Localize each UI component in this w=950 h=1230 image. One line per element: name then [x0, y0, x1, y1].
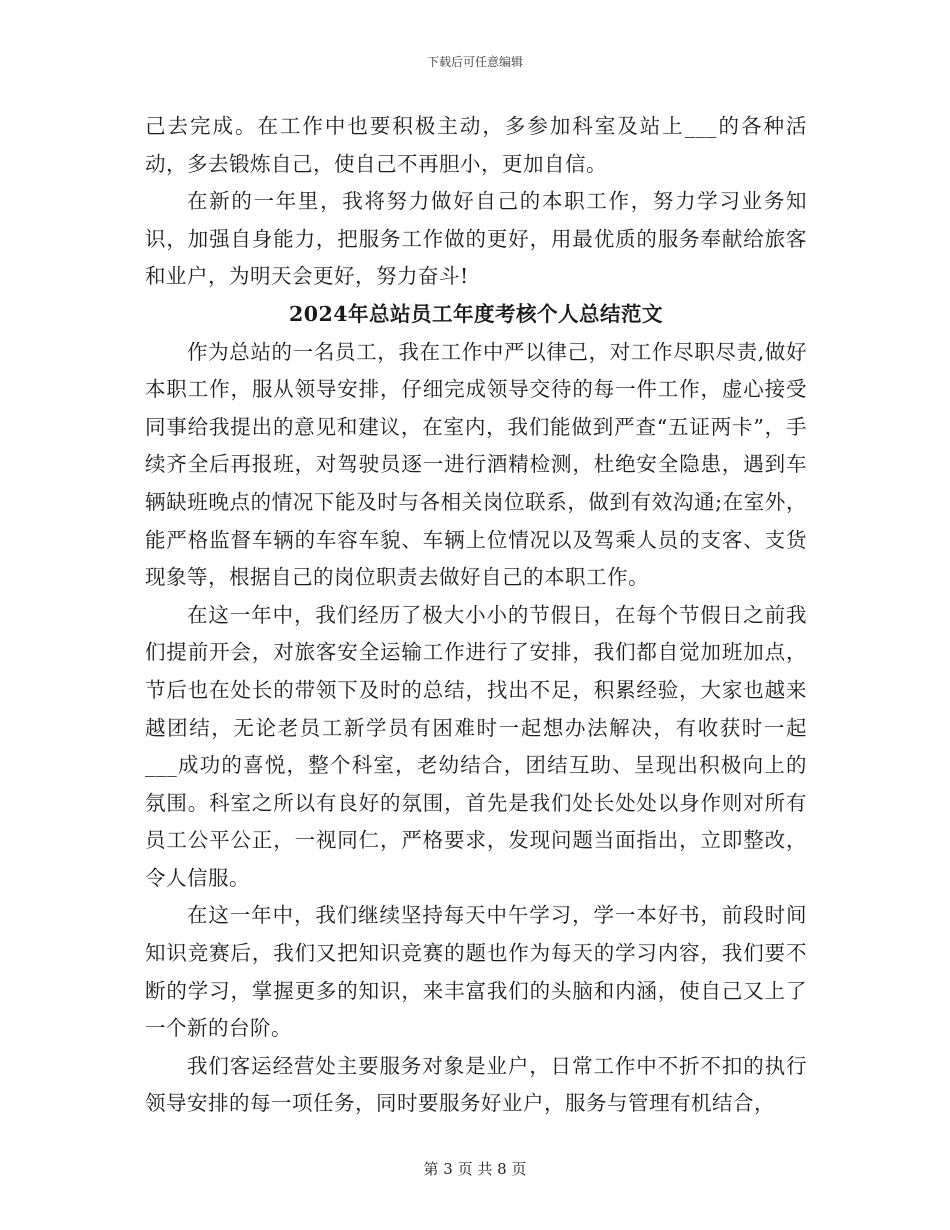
- body-paragraph-service: 我们客运经营处主要服务对象是业户，日常工作中不折不扣的执行领导安排的每一项任务，同时要服务好业户，服务与管理有机结合，: [145, 1053, 807, 1116]
- intro-paragraph-new-year: 在新的一年里，我将努力做好自己的本职工作，努力学习业务知识，加强自身能力，把服务工作做的更好，用最优质的服务奉献给旅客和业户，为明天会更好，努力奋斗!: [145, 189, 807, 289]
- document-body: [145, 108, 807, 1123]
- section-title: 2024年总站员工年度考核个人总结范文: [288, 301, 664, 326]
- intro-paragraph-continued: 己去完成。在工作中也要积极主动，多参加科室及站上___的各种活动，多去锻炼自己，使自己不再胆小，更加自信。: [145, 114, 807, 176]
- page-number-footer: 第 3 页 共 8 页: [423, 1160, 527, 1178]
- body-paragraph-duties: 作为总站的一名员工，我在工作中严以律己，对工作尽职尽责,做好本职工作，服从领导安排，仔细完成领导交待的每一件工作，虚心接受同事给我提出的意见和建议，在室内，我们能做到严查“五证两卡”，手续齐全后再报班，对驾驶员逐一进行酒精检测，杜绝安全隐患，遇到车辆缺班晚点的情况下能及时与各相关岗位联系，做到有效沟通;在室外，能严格监督车辆的车容车貌、车辆上位情况以及驾乘人员的支客、支货现象等，根据自己的岗位职责去做好自己的本职工作。: [145, 339, 807, 590]
- body-paragraph-learning: 在这一年中，我们继续坚持每天中午学习，学一本好书，前段时间知识竞赛后，我们又把知识竞赛的题也作为每天的学习内容，我们要不断的学习，掌握更多的知识，来丰富我们的头脑和内涵，使自己又上了一个新的台阶。: [145, 903, 807, 1041]
- header-edit-note: 下载后可任意编辑: [426, 55, 523, 69]
- body-paragraph-holidays: 在这一年中，我们经历了极大小小的节假日，在每个节假日之前我们提前开会，对旅客安全运输工作进行了安排，我们都自觉加班加点，节后也在处长的带领下及时的总结，找出不足，积累经验，大家也越来越团结，无论老员工新学员有困难时一起想办法解决，有收获时一起___成功的喜悦，整个科室，老幼结合，团结互助、呈现出积极向上的氛围。科室之所以有良好的氛围，首先是我们处长处处以身作则对所有员工公平公正，一视同仁，严格要求，发现问题当面指出，立即整改，令人信服。: [145, 602, 807, 890]
